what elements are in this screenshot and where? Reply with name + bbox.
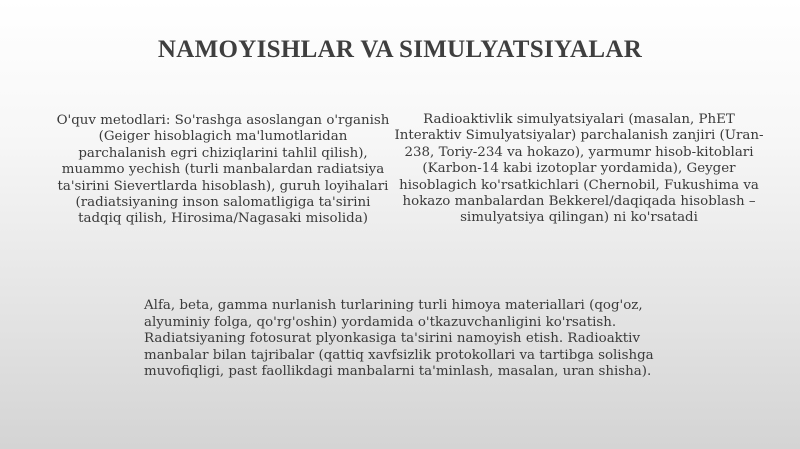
right-column-text: Radioaktivlik simulyatsiyalari (masalan, PhET Interaktiv Simulyatsiyalar) parchalanish zanjiri (Uran-238, Toriy-234 va hokazo), yarmumr hisob-kitoblari (Karbon-14 kabi izotoplar yordamida), Geyger hisoblagich ko'rsatkichlari (Chernobil, Fukushima va hokazo manbalardan Bekkerel/daqiqada hisoblash – simulyatsiya qilingan) ni ko'rsatadi [394,112,764,226]
bottom-paragraph: Alfa, beta, gamma nurlanish turlarining turli himoya materiallari (qog'oz, alyuminiy folga, qo'rg'oshin) yordamida o'tkazuvchanligini ko'rsatish. Radiatsiyaning fotosurat plyonkasiga ta'sirini namoyish etish. Radioaktiv manbalar bilan tajribalar (qattiq xavfsizlik protokollari va tartibga solishga muvofiqligi, past faollikdagi manbalarni ta'minlash, masalan, uran shisha). [144,298,654,380]
slide-title: NAMOYISHLAR VA SIMULYATSIYALAR [157,36,643,63]
left-column-text: O'quv metodlari: So'rashga asoslangan o'rganish (Geiger hisoblagich ma'lumotlaridan parchalanish egri chiziqlarini tahlil qilish), muammo yechish (turli manbalardan radiatsiya ta'sirini Sievertlarda hisoblash), guruh loyihalari (radiatsiyaning inson salomatligiga ta'sirini tadqiq qilish, Hirosima/Nagasaki misolida) [56,113,390,227]
